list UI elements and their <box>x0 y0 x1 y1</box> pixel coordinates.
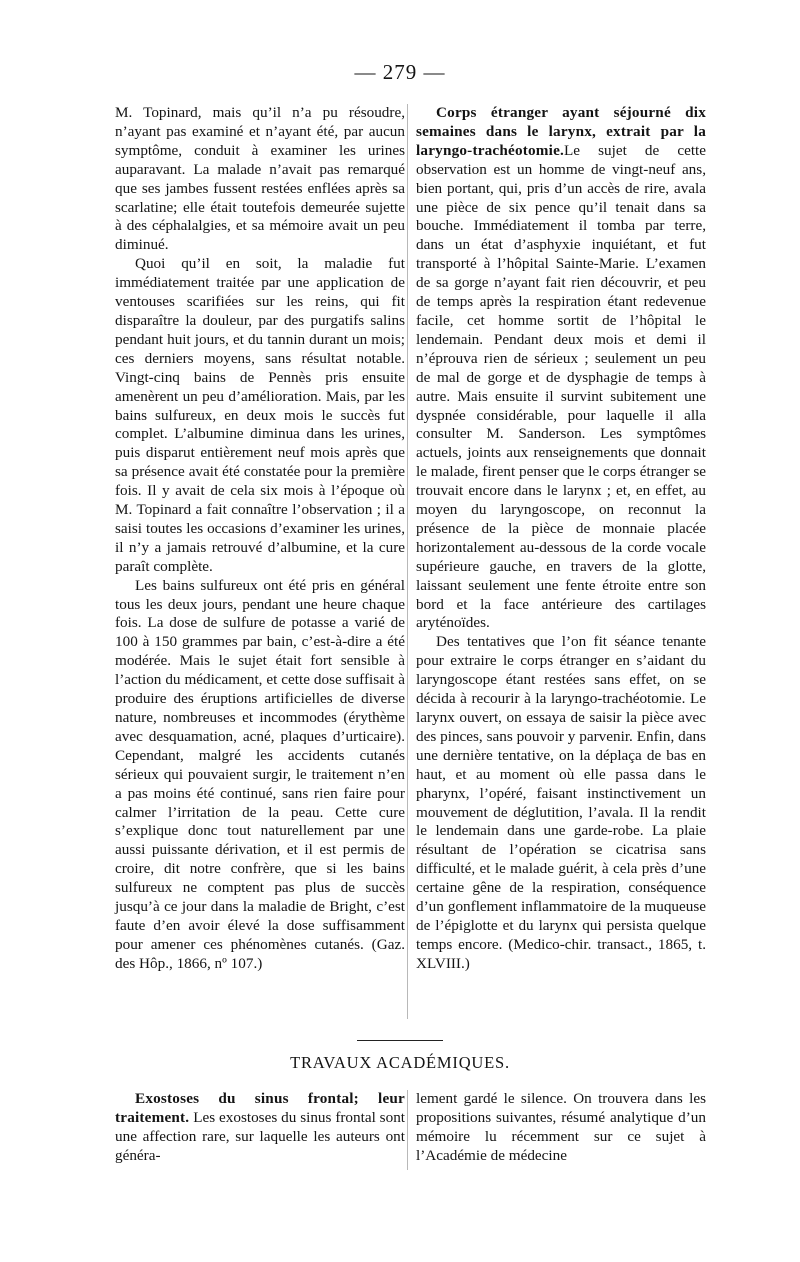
column-divider <box>407 1090 408 1170</box>
article-text: Les exostoses du sinus frontal sont une affection rare, sur laquelle les auteurs ont généra- <box>115 1108 406 1164</box>
left-column-bottom <box>115 1090 405 1166</box>
section-rule <box>357 1040 443 1041</box>
column-divider <box>407 104 408 1019</box>
paragraph: Quoi qu’il en soit, la maladie fut immédiatement traitée par une application de ventouses scarifiées sur les reins, qui fit disparaître la douleur, par des purgatifs salins pendant huit jours, et du tannin durant un mois; ces derniers moyens, sans résultat notable. Vingt-cinq bains de Pennès pris ensuite amenèrent un peu d’amélioration. Mais, par les bains sulfureux, en deux mois le succès fut complet. L’albumine diminua dans les urines, puis disparut entièrement neuf mois après que sa présence avait été constatée pour la première fois. Il y avait de cela six mois à l’époque où M. Topinard a fait connaître l’observation ; il a saisi toutes les occasions d’examiner les urines, il n’y a jamais retrouvé d’albumine, et la cure paraît complète. <box>115 255 405 575</box>
article-paragraph <box>115 1090 405 1166</box>
right-column-bottom <box>416 1090 706 1166</box>
paragraph: Les bains sulfureux ont été pris en général tous les deux jours, pendant une heure chaque fois. La dose de sulfure de potasse a varié de 100 à 150 grammes par bain, c’est-à-dire a été modérée. Mais le sujet était fort sensible à l’action du médicament, et cette dose suffisait à produire des éruptions artificielles de diverse nature, nombreuses et incommodes (érythème avec desquamation, acné, plaques d’urticaire). Cependant, malgré les accidents cutanés sérieux qui pouvaient surgir, le traitement n’en a pas moins été continué, sans rien faire pour calmer l’irritation de la peau. Cette cure s’explique donc tout naturellement par une aussi puissante dérivation, et il est permis de croire, dit notre confrère, que si les bains sulfureux ne comptent pas plus de succès jusqu’à ce jour dans la maladie de Bright, c’est faute d’en avoir élevé la dose suffisamment pour amener ces phénomènes cutanés. (Gaz. des Hôp., 1866, nº 107.) <box>115 576 405 972</box>
section-title: TRAVAUX ACADÉMIQUES. <box>290 1053 510 1072</box>
right-column-top <box>416 104 706 974</box>
article-text: Le sujet de cette observation est un homme de vingt-neuf ans, bien portant, qui, pris d’un accès de rire, avala une pièce de six pence qu’il tenait dans sa bouche. Immédiatement il tomba par terre, dans un état d’asphyxie inquiétant, et fut transporté à l’hôpital Sainte-Marie. L’examen de sa gorge n’ayant fait rien découvrir, et peu de temps après la respiration étant redevenue facile, cet homme sortit de l’hôpital le lendemain. Pendant deux mois et demi il n’éprouva rien de sérieux ; seulement un peu de mal de gorge et de dysphagie de temps à autre. Mais ensuite il survint subitement une dyspnée considérable, pour laquelle il alla consulter M. Sanderson. Les symptômes actuels, joints aux renseignements que donnait le malade, firent penser que le corps étranger se trouvait encore dans le larynx ; et, en effet, au moyen du laryngoscope, on reconnut la présence de la pièce de monnaie placée horizontalement au-dessous de la corde vocale supérieure gauche, en travers de la glotte, laissant seulement une fente étroite entre son bord et la face antérieure des cartilages aryténoïdes. <box>416 141 706 632</box>
page-number: — 279 — <box>354 60 446 84</box>
paragraph: M. Topinard, mais qu’il n’a pu résoudre, n’ayant pas examiné et n’ayant été, par aucun symptôme, conduit à examiner les urines auparavant. La malade n’avait pas remarqué que ses jambes fussent restées enflées après sa scarlatine; elle était toutefois demeurée sujette à des céphalalgies, et sa mémoire avait un peu diminué. <box>115 104 405 254</box>
paragraph: lement gardé le silence. On trouvera dans les propositions suivantes, résumé analytique d’un mémoire lu récemment sur ce sujet à l’Académie de médecine <box>416 1090 706 1164</box>
article-heading: Corps étranger ayant séjourné dix semaines dans le larynx, extrait par la laryngo-trachéotomie. <box>416 104 706 159</box>
paragraph: Des tentatives que l’on fit séance tenante pour extraire le corps étranger en s’aidant du laryngoscope étant restées sans effet, on se décida à recourir à la laryngo-trachéotomie. Le larynx ouvert, on essaya de saisir la pièce avec des pinces, sans pouvoir y parvenir. Enfin, dans une dernière tentative, on la déplaça de bas en haut, et au moment où elle passa dans le pharynx, l’opéré, faisant instinctivement un mouvement de déglutition, l’avala. Il la rendit le lendemain dans une garde-robe. La plaie résultant de l’opération se cicatrisa sans difficulté, et le malade guérit, à cela près d’une certaine gêne de la respiration, conséquence d’un gonflement inflammatoire de la muqueuse de l’épiglotte et du larynx qui persista quelque temps encore. (Medico-chir. transact., 1865, t. XLVIII.) <box>416 633 706 972</box>
article-heading: Exostoses du sinus frontal; leur traitement. <box>115 1090 405 1126</box>
article-paragraph <box>416 104 706 633</box>
left-column-top <box>115 104 405 974</box>
